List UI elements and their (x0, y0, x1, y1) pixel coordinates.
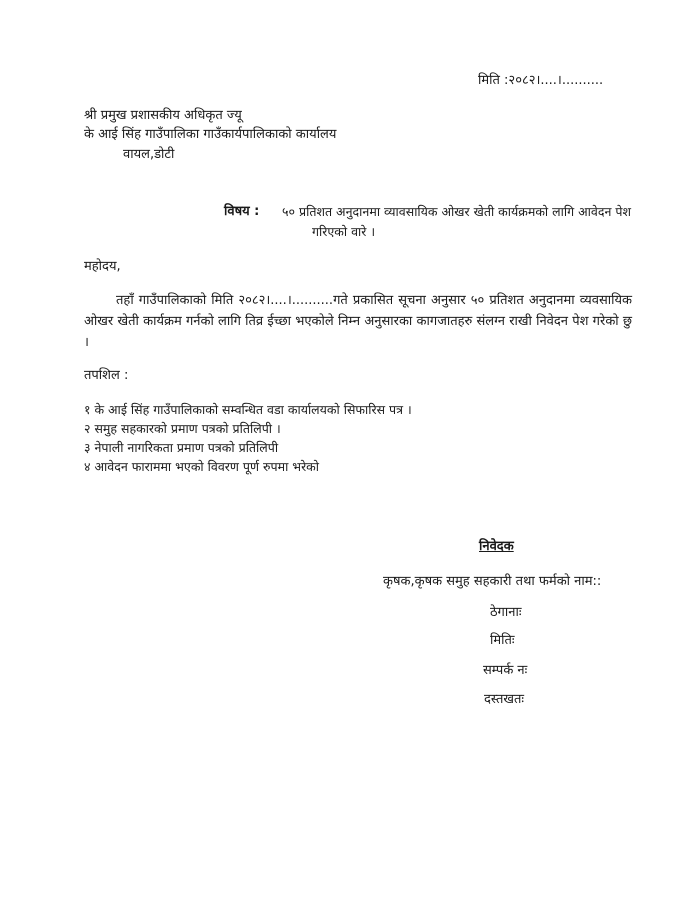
list-item: १ के आई सिंह गाउँपालिकाको सम्वन्धित वडा कार्यालयको सिफारिस पत्र । (84, 402, 412, 417)
list-item: ४ आवेदन फाराममा भएको विवरण पूर्ण रुपमा भरेको (84, 459, 320, 474)
date-label: मितिः (490, 633, 515, 648)
signature-label: दस्तखतः (484, 692, 525, 707)
applicant-heading: निवेदक (479, 539, 514, 554)
subject-text-line2: गरिएको वारे । (312, 224, 376, 239)
recipient-office: के आई सिंह गाउँपालिका गाउँकार्यपालिकाको कार्यालय (84, 127, 337, 142)
list-item: ३ नेपाली नागरिकता प्रमाण पत्रको प्रतिलिपी (84, 440, 279, 455)
recipient-title: श्री प्रमुख प्रशासकीय अधिकृत ज्यू (84, 108, 242, 123)
subject-label: विषय : (224, 204, 260, 219)
applicant-name-label: कृषक,कृषक समुह सहकारी तथा फर्मको नाम:: (383, 574, 602, 589)
recipient-location: वायल,डोटी (123, 147, 175, 162)
letter-date: मिति :२०८२।....।.......... (478, 73, 604, 88)
salutation: महोदय, (84, 259, 121, 274)
subject-text-line1: ५० प्रतिशत अनुदानमा व्यावसायिक ओखर खेती कार्यक्रमको लागि आवेदन पेश (282, 204, 631, 219)
enclosures-list (84, 400, 412, 476)
body-text: तहाँ गाउँपालिकाको मिति २०८२।....।..........गते प्रकासित सूचना अनुसार ५० प्रतिशत अनुदानमा व्यवसायिक ओखर खेती कार्यक्रम गर्नको लागि तिव्र ईच्छा भएकोले निम्न अनुसारका कागजातहरु संलग्न राखी निवेदन पेश गरेको छु । (84, 293, 632, 350)
enclosures-heading: तपशिल : (84, 368, 129, 383)
contact-label: सम्पर्क नः (483, 663, 528, 678)
address-label: ठेगानाः (490, 605, 522, 620)
list-item: २ समुह सहकारको प्रमाण पत्रको प्रतिलिपी । (84, 421, 281, 436)
body-paragraph (84, 290, 632, 353)
